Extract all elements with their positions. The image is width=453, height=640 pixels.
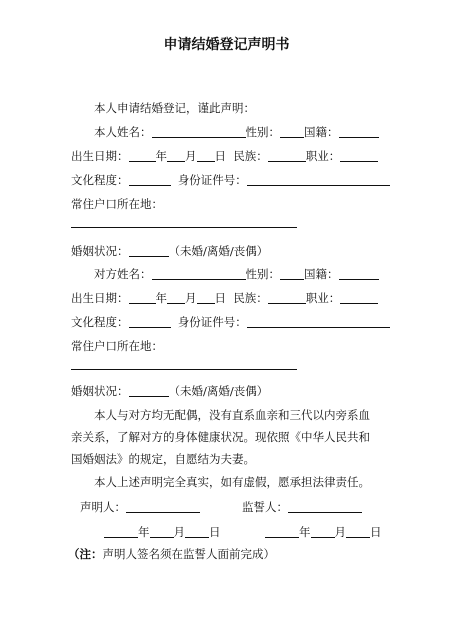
- supervisor-signature-row: [242, 499, 362, 515]
- self-gender-field[interactable]: [280, 125, 304, 138]
- self-education-row: [71, 172, 390, 188]
- partner-residence-label: 常住户口所在地：: [71, 339, 163, 353]
- note-label: （注：: [68, 547, 103, 561]
- declarant-day-field[interactable]: [185, 525, 209, 538]
- declaration-line-1: 本人与对方均无配偶，没有直系血亲和三代以内旁系血: [94, 408, 370, 422]
- declarant-label: 声明人：: [80, 500, 126, 514]
- declarant-month-field[interactable]: [150, 525, 174, 538]
- partner-birth-label: 出生日期：: [71, 291, 129, 305]
- partner-marital-label: 婚姻状况：: [71, 384, 129, 398]
- self-residence-field[interactable]: [71, 227, 297, 228]
- self-marital-label: 婚姻状况：: [71, 244, 129, 258]
- self-birth-row: [71, 148, 378, 164]
- day-label: 日: [370, 525, 382, 539]
- self-birth-label: 出生日期：: [71, 149, 129, 163]
- self-nationality-label: 国籍：: [304, 125, 339, 139]
- year-label: 年: [155, 291, 167, 305]
- partner-ethnicity-field[interactable]: [268, 291, 306, 304]
- self-marital-row: [71, 243, 268, 259]
- partner-residence-field[interactable]: [71, 369, 297, 370]
- self-name-field[interactable]: [152, 125, 246, 138]
- month-label: 月: [173, 525, 185, 539]
- month-label: 月: [334, 525, 346, 539]
- year-label: 年: [155, 149, 167, 163]
- supervisor-month-field[interactable]: [311, 525, 335, 538]
- partner-occupation-label: 职业：: [305, 291, 341, 305]
- self-occupation-field[interactable]: [340, 149, 378, 162]
- partner-gender-label: 性别：: [245, 267, 280, 281]
- declaration-line-4: 本人上述声明完全真实，如有虚假，愿承担法律责任。: [94, 475, 370, 489]
- partner-birth-day-field[interactable]: [197, 291, 215, 304]
- partner-nationality-label: 国籍：: [304, 267, 339, 281]
- self-occupation-label: 职业：: [305, 149, 341, 163]
- self-education-label: 文化程度：: [71, 173, 129, 187]
- partner-name-label: 对方姓名：: [94, 267, 152, 281]
- self-marital-field[interactable]: [129, 244, 169, 257]
- partner-name-row: [94, 266, 379, 282]
- declarant-year-field[interactable]: [104, 525, 138, 538]
- partner-marital-field[interactable]: [129, 384, 169, 397]
- self-name-label: 本人姓名：: [94, 125, 152, 139]
- self-birth-month-field[interactable]: [167, 149, 185, 162]
- self-ethnicity-label: 民族：: [233, 149, 268, 163]
- self-name-row: [94, 124, 379, 140]
- partner-marital-row: [71, 383, 268, 399]
- declarant-signature-row: [80, 499, 200, 515]
- partner-birth-month-field[interactable]: [167, 291, 185, 304]
- declarant-date-row: [104, 524, 221, 540]
- supervisor-day-field[interactable]: [346, 525, 370, 538]
- day-label: 日: [214, 291, 226, 305]
- document-title: 申请结婚登记声明书: [163, 37, 290, 53]
- partner-ethnicity-label: 民族：: [233, 291, 268, 305]
- partner-marital-options: （未婚/离婚/丧偶）: [168, 384, 269, 398]
- month-label: 月: [185, 291, 197, 305]
- partner-occupation-field[interactable]: [340, 291, 378, 304]
- supervisor-date-row: [265, 524, 382, 540]
- supervisor-label: 监誓人：: [242, 500, 288, 514]
- supervisor-year-field[interactable]: [265, 525, 299, 538]
- day-label: 日: [209, 525, 221, 539]
- partner-birth-year-field[interactable]: [129, 291, 156, 304]
- self-education-field[interactable]: [129, 173, 171, 186]
- partner-education-label: 文化程度：: [71, 315, 129, 329]
- partner-name-field[interactable]: [152, 267, 246, 280]
- partner-id-field[interactable]: [247, 315, 390, 328]
- year-label: 年: [299, 525, 311, 539]
- partner-education-field[interactable]: [129, 315, 171, 328]
- note-text: 声明人签名须在监誓人面前完成）: [102, 547, 275, 561]
- self-birth-day-field[interactable]: [197, 149, 215, 162]
- day-label: 日: [214, 149, 226, 163]
- intro-text: 本人申请结婚登记，谨此声明：: [94, 101, 255, 115]
- self-id-field[interactable]: [247, 173, 390, 186]
- declaration-line-2: 亲关系，了解对方的身体健康状况。现依照《中华人民共和: [71, 430, 370, 444]
- declarant-signature-field[interactable]: [126, 500, 200, 513]
- partner-birth-row: [71, 290, 378, 306]
- self-birth-year-field[interactable]: [129, 149, 156, 162]
- partner-education-row: [71, 314, 390, 330]
- supervisor-signature-field[interactable]: [288, 500, 362, 513]
- partner-nationality-field[interactable]: [339, 267, 379, 280]
- self-ethnicity-field[interactable]: [268, 149, 306, 162]
- month-label: 月: [185, 149, 197, 163]
- self-marital-options: （未婚/离婚/丧偶）: [168, 244, 269, 258]
- partner-gender-field[interactable]: [280, 267, 304, 280]
- declaration-line-3: 国婚姻法》的规定，自愿结为夫妻。: [71, 452, 255, 466]
- partner-id-label: 身份证件号：: [177, 315, 247, 329]
- self-id-label: 身份证件号：: [177, 173, 247, 187]
- self-gender-label: 性别：: [245, 125, 280, 139]
- year-label: 年: [138, 525, 150, 539]
- self-nationality-field[interactable]: [339, 125, 379, 138]
- self-residence-label: 常住户口所在地：: [71, 197, 163, 211]
- note-row: [68, 546, 275, 562]
